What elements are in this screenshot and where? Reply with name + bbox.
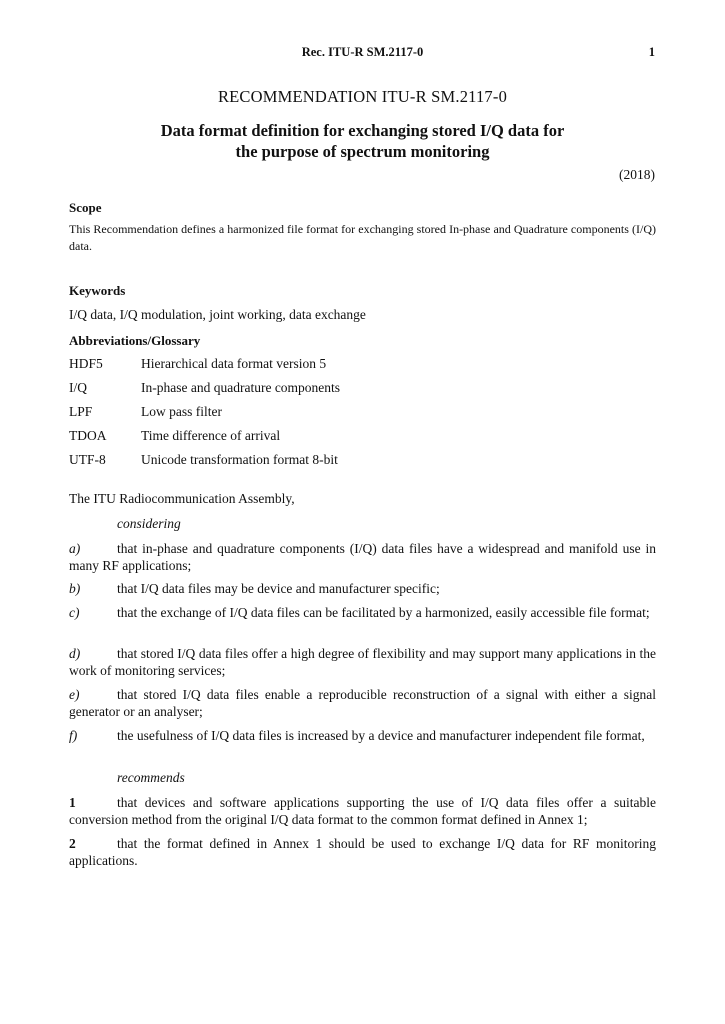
item-text: that stored I/Q data files offer a high degree of flexibility and may support many applications in the work of monitoring services; [69, 646, 656, 678]
item-text: that devices and software applications supporting the use of I/Q data files offer a suitable conversion method from the original I/Q data format to the common format defined in Annex 1; [69, 795, 656, 827]
scope-heading: Scope [69, 200, 102, 215]
glossary-item [69, 452, 656, 470]
item-text: that stored I/Q data files enable a reproducible reconstruction of a signal with either a signal generator or an analyser; [69, 687, 656, 719]
glossary-definition: Unicode transformation format 8-bit [141, 452, 338, 467]
considering-item-b [69, 580, 656, 597]
year: (2018) [619, 167, 655, 182]
item-label: c) [69, 605, 80, 620]
glossary-item [69, 356, 656, 374]
item-text: that the exchange of I/Q data files can be facilitated by a harmonized, easily accessible file format; [117, 605, 650, 620]
item-label: a) [69, 541, 81, 556]
item-text: that in-phase and quadrature components (I/Q) data files have a widespread and manifold use in many RF applications; [69, 541, 656, 573]
item-label: f) [69, 728, 78, 743]
header-title: Rec. ITU-R SM.2117-0 [301, 45, 424, 59]
glossary-term: LPF [69, 404, 93, 419]
considering-item-c [69, 604, 656, 621]
assembly-intro: The ITU Radiocommunication Assembly, [69, 491, 295, 506]
item-text: that the format defined in Annex 1 should be used to exchange I/Q data for RF monitoring applications. [69, 836, 656, 868]
glossary-definition: Hierarchical data format version 5 [141, 356, 327, 371]
recommendation-title: RECOMMENDATION ITU-R SM.2117-0 [217, 87, 508, 106]
considering-item-e [69, 686, 656, 720]
item-label: e) [69, 687, 80, 702]
document-title-line-1: Data format definition for exchanging stored I/Q data for [160, 121, 565, 140]
document-title [100, 120, 625, 162]
item-label: 1 [69, 795, 76, 810]
item-label: b) [69, 581, 81, 596]
considering-item-f [69, 727, 656, 744]
scope-text: This Recommendation defines a harmonized file format for exchanging stored In-phase and Quadrature components (I/Q) data. [69, 222, 656, 253]
considering-item-d [69, 645, 656, 679]
glossary-term: UTF-8 [69, 452, 106, 467]
recommends-item-2 [69, 835, 656, 869]
recommends-heading: recommends [117, 770, 185, 785]
glossary-term: HDF5 [69, 356, 103, 371]
glossary-item [69, 380, 656, 398]
glossary-heading: Abbreviations/Glossary [69, 333, 201, 348]
item-text: that I/Q data files may be device and manufacturer specific; [117, 581, 440, 596]
item-label: d) [69, 646, 81, 661]
considering-heading: considering [117, 516, 181, 531]
glossary-term: TDOA [69, 428, 107, 443]
considering-item-a [69, 540, 656, 574]
glossary-item [69, 404, 656, 422]
recommends-item-1 [69, 794, 656, 828]
keywords-heading: Keywords [69, 283, 126, 298]
item-label: 2 [69, 836, 76, 851]
glossary-item [69, 428, 656, 446]
page-number: 1 [648, 45, 655, 59]
document-title-line-2: the purpose of spectrum monitoring [235, 142, 490, 161]
glossary-term: I/Q [69, 380, 87, 395]
item-text: the usefulness of I/Q data files is increased by a device and manufacturer independent file format, [117, 728, 645, 743]
glossary-definition: In-phase and quadrature components [141, 380, 341, 395]
glossary-definition: Time difference of arrival [141, 428, 281, 443]
keywords-text: I/Q data, I/Q modulation, joint working, data exchange [69, 307, 366, 322]
glossary-definition: Low pass filter [141, 404, 222, 419]
page-header [0, 45, 725, 63]
